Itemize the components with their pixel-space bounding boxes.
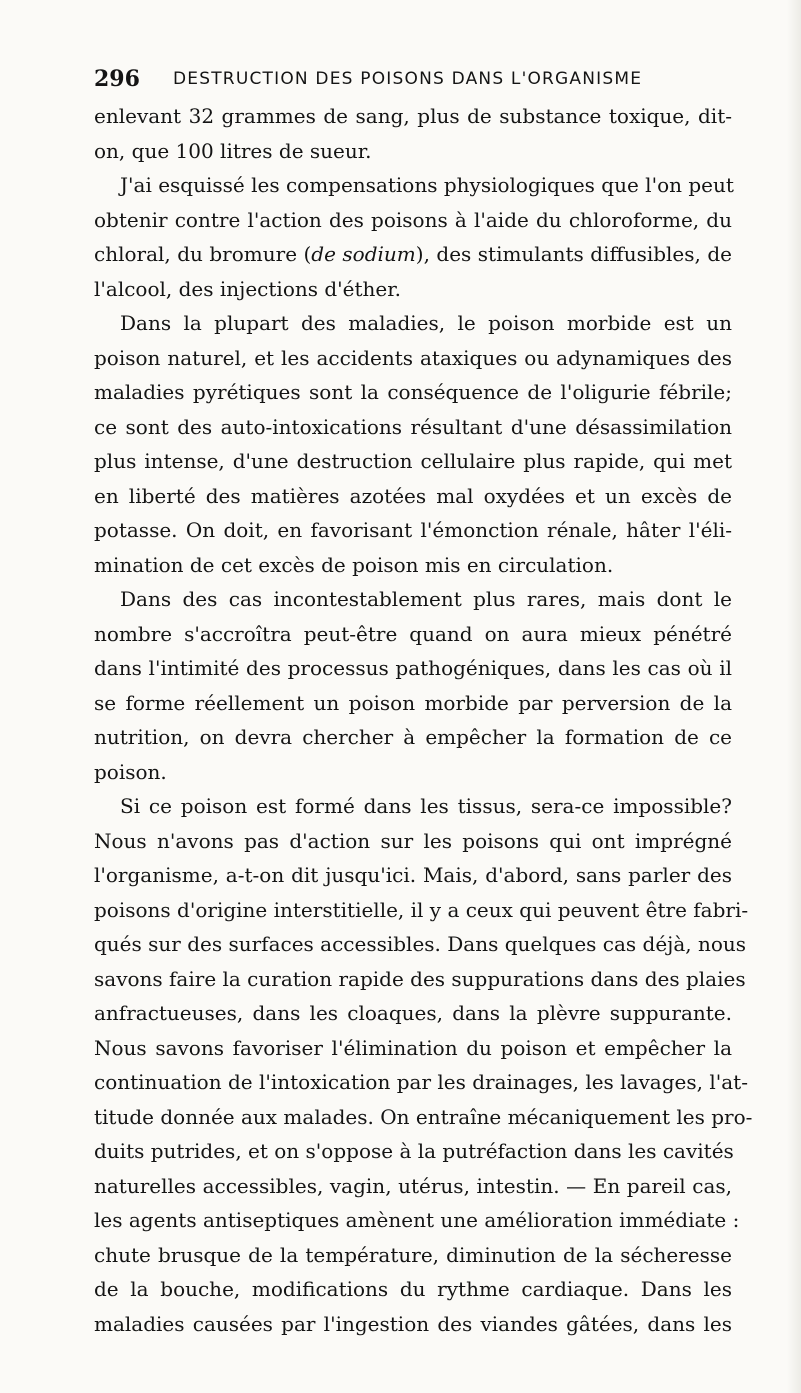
text-line: Dans la plupart des maladies, le poison morbide est un	[120, 311, 732, 335]
text-line: nutrition, on devra chercher à empêcher la formation de ce	[94, 725, 732, 749]
italic-text: de sodium	[311, 242, 416, 266]
text-line: savons faire la curation rapide des suppurations dans des plaies	[94, 966, 746, 991]
text-line: poisons d'origine interstitielle, il y a ceux qui peuvent être fabri-	[94, 897, 749, 922]
text-line: en liberté des matières azotées mal oxydées et un excès de	[94, 483, 732, 508]
text-line: anfractueuses, dans les cloaques, dans la plèvre suppurante.	[94, 1001, 732, 1025]
text-line: enlevant 32 grammes de sang, plus de substance toxique, dit-	[94, 104, 732, 128]
text-line: obtenir contre l'action des poisons à l'aide du chloroforme, du	[94, 207, 732, 232]
text-line: on, que 100 litres de sueur.	[94, 138, 372, 163]
text-line: les agents antiseptiques amènent une amélioration immédiate :	[94, 1208, 740, 1232]
text-line: naturelles accessibles, vagin, utérus, intestin. — En pareil cas,	[94, 1173, 732, 1198]
body-text	[94, 99, 753, 1341]
text-line: de la bouche, modifications du rythme cardiaque. Dans les	[94, 1277, 732, 1301]
text-line: Dans des cas incontestablement plus rares, mais dont le	[120, 587, 732, 611]
text-line: dans l'intimité des processus pathogéniques, dans les cas où il	[94, 656, 732, 680]
text-line: J'ai esquissé les compensations physiologiques que l'on peut	[120, 173, 734, 197]
page-edge-shadow	[787, 0, 801, 1393]
text-line: l'alcool, des injections d'éther.	[94, 276, 401, 301]
text-line: duits putrides, et on s'oppose à la putréfaction dans les cavités	[94, 1139, 734, 1163]
text-line: Nous n'avons pas d'action sur les poisons qui ont imprégné	[94, 828, 732, 853]
text-line: qués sur des surfaces accessibles. Dans quelques cas déjà, nous	[94, 932, 747, 956]
running-title: DESTRUCTION DES POISONS DANS L'ORGANISME	[173, 69, 643, 89]
text-line: potasse. On doit, en favorisant l'émonction rénale, hâter l'éli-	[94, 518, 732, 542]
text-line: ce sont des auto-intoxications résultant d'une désassimilation	[94, 414, 732, 439]
text-line: poison.	[94, 759, 167, 784]
text-line: se forme réellement un poison morbide par perversion de la	[94, 690, 732, 715]
text-line	[94, 237, 732, 272]
text-line: l'organisme, a-t-on dit jusqu'ici. Mais, d'abord, sans parler des	[94, 863, 732, 887]
text-line: poison naturel, et les accidents ataxiques ou adynamiques des	[94, 345, 732, 370]
text-line: Si ce poison est formé dans les tissus, sera-ce impossible?	[120, 794, 732, 818]
text-fragment: ), des stimulants diffusibles, de	[415, 242, 732, 266]
page-header	[94, 66, 734, 96]
text-line: maladies causées par l'ingestion des viandes gâtées, dans les	[94, 1311, 732, 1336]
text-line: Nous savons favoriser l'élimination du poison et empêcher la	[94, 1035, 732, 1060]
page-number: 296	[94, 66, 140, 92]
text-line: continuation de l'intoxication par les drainages, les lavages, l'at-	[94, 1070, 748, 1094]
text-line: nombre s'accroîtra peut-être quand on aura mieux pénétré	[94, 621, 732, 646]
text-fragment: chloral, du bromure (	[94, 242, 312, 266]
text-line: plus intense, d'une destruction cellulaire plus rapide, qui met	[94, 449, 732, 473]
text-line: mination de cet excès de poison mis en circulation.	[94, 552, 614, 577]
text-line: titude donnée aux malades. On entraîne mécaniquement les pro-	[94, 1104, 753, 1129]
text-line: maladies pyrétiques sont la conséquence de l'oligurie fébrile;	[94, 380, 732, 404]
text-line: chute brusque de la température, diminution de la sécheresse	[94, 1242, 732, 1267]
